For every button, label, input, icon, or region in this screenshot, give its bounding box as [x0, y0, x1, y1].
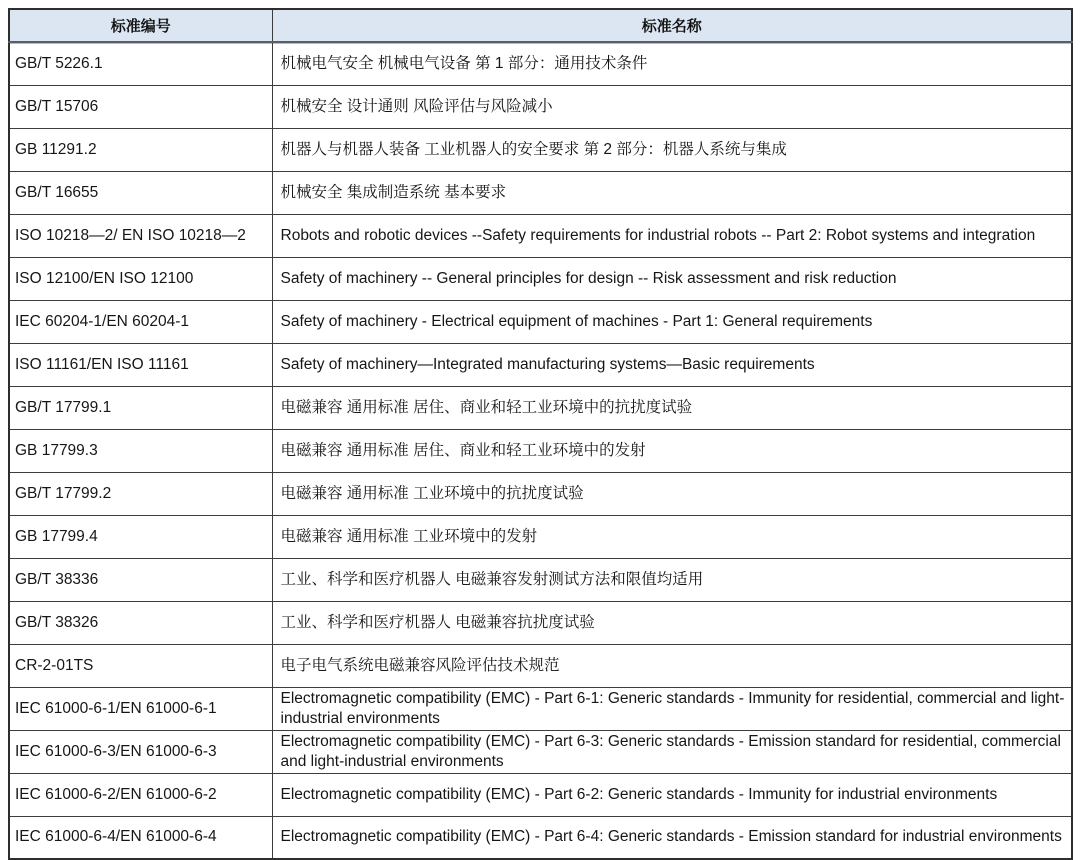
table-row [9, 300, 1072, 343]
standard-name-cell: 机械安全 设计通则 风险评估与风险减小 [272, 85, 1072, 128]
standard-code-cell: ISO 10218—2/ EN ISO 10218—2 [9, 214, 272, 257]
table-row [9, 515, 1072, 558]
table-header-row [9, 9, 1072, 42]
standard-code-cell: IEC 61000-6-3/EN 61000-6-3 [9, 730, 272, 773]
standard-code-cell: IEC 61000-6-2/EN 61000-6-2 [9, 773, 272, 816]
table-row [9, 171, 1072, 214]
table-row [9, 214, 1072, 257]
standard-name-cell: 电磁兼容 通用标准 工业环境中的抗扰度试验 [272, 472, 1072, 515]
standard-code-cell: GB/T 17799.1 [9, 386, 272, 429]
standard-code-cell: CR-2-01TS [9, 644, 272, 687]
table-row [9, 773, 1072, 816]
standard-code-cell: IEC 60204-1/EN 60204-1 [9, 300, 272, 343]
standard-code-cell: ISO 12100/EN ISO 12100 [9, 257, 272, 300]
standard-code-cell: GB/T 5226.1 [9, 42, 272, 85]
table-row [9, 42, 1072, 85]
table-row [9, 128, 1072, 171]
standard-name-cell: 工业、科学和医疗机器人 电磁兼容发射测试方法和限值均适用 [272, 558, 1072, 601]
header-cell-name: 标准名称 [272, 9, 1072, 42]
table-row [9, 730, 1072, 773]
standard-name-cell: 电磁兼容 通用标准 居住、商业和轻工业环境中的发射 [272, 429, 1072, 472]
standard-code-cell: ISO 11161/EN ISO 11161 [9, 343, 272, 386]
standard-code-cell: GB/T 38326 [9, 601, 272, 644]
table-row [9, 343, 1072, 386]
standard-code-cell: GB/T 38336 [9, 558, 272, 601]
standard-name-cell: Electromagnetic compatibility (EMC) - Part 6-2: Generic standards - Immunity for industrial environments [272, 773, 1072, 816]
standard-code-cell: IEC 61000-6-1/EN 61000-6-1 [9, 687, 272, 730]
standard-code-cell: GB 17799.3 [9, 429, 272, 472]
standard-name-cell: Safety of machinery - Electrical equipment of machines - Part 1: General requirements [272, 300, 1072, 343]
standard-code-cell: GB/T 15706 [9, 85, 272, 128]
standard-name-cell: Electromagnetic compatibility (EMC) - Part 6-3: Generic standards - Emission standard for residential, commercial and light-industrial environments [272, 730, 1072, 773]
standard-code-cell: GB 17799.4 [9, 515, 272, 558]
table-row [9, 472, 1072, 515]
standard-code-cell: GB 11291.2 [9, 128, 272, 171]
standard-name-cell: 工业、科学和医疗机器人 电磁兼容抗扰度试验 [272, 601, 1072, 644]
standard-name-cell: 机械电气安全 机械电气设备 第 1 部分：通用技术条件 [272, 42, 1072, 85]
standards-table [8, 8, 1073, 860]
standard-name-cell: 机器人与机器人装备 工业机器人的安全要求 第 2 部分：机器人系统与集成 [272, 128, 1072, 171]
table-row [9, 85, 1072, 128]
standard-name-cell: Safety of machinery—Integrated manufacturing systems—Basic requirements [272, 343, 1072, 386]
table-row [9, 429, 1072, 472]
header-cell-code: 标准编号 [9, 9, 272, 42]
table-row [9, 644, 1072, 687]
table-row [9, 601, 1072, 644]
standard-name-cell: Robots and robotic devices --Safety requirements for industrial robots -- Part 2: Robot systems and integration [272, 214, 1072, 257]
standard-name-cell: 电磁兼容 通用标准 工业环境中的发射 [272, 515, 1072, 558]
standard-code-cell: GB/T 16655 [9, 171, 272, 214]
standard-name-cell: 机械安全 集成制造系统 基本要求 [272, 171, 1072, 214]
table-row [9, 816, 1072, 859]
table-row [9, 687, 1072, 730]
standard-name-cell: 电磁兼容 通用标准 居住、商业和轻工业环境中的抗扰度试验 [272, 386, 1072, 429]
standard-name-cell: Electromagnetic compatibility (EMC) - Part 6-4: Generic standards - Emission standard for industrial environments [272, 816, 1072, 859]
standard-code-cell: IEC 61000-6-4/EN 61000-6-4 [9, 816, 272, 859]
standard-name-cell: Safety of machinery -- General principles for design -- Risk assessment and risk reduction [272, 257, 1072, 300]
table-row [9, 558, 1072, 601]
standard-name-cell: 电子电气系统电磁兼容风险评估技术规范 [272, 644, 1072, 687]
standard-name-cell: Electromagnetic compatibility (EMC) - Part 6-1: Generic standards - Immunity for residential, commercial and light-industrial environments [272, 687, 1072, 730]
table-row [9, 257, 1072, 300]
table-row [9, 386, 1072, 429]
standard-code-cell: GB/T 17799.2 [9, 472, 272, 515]
